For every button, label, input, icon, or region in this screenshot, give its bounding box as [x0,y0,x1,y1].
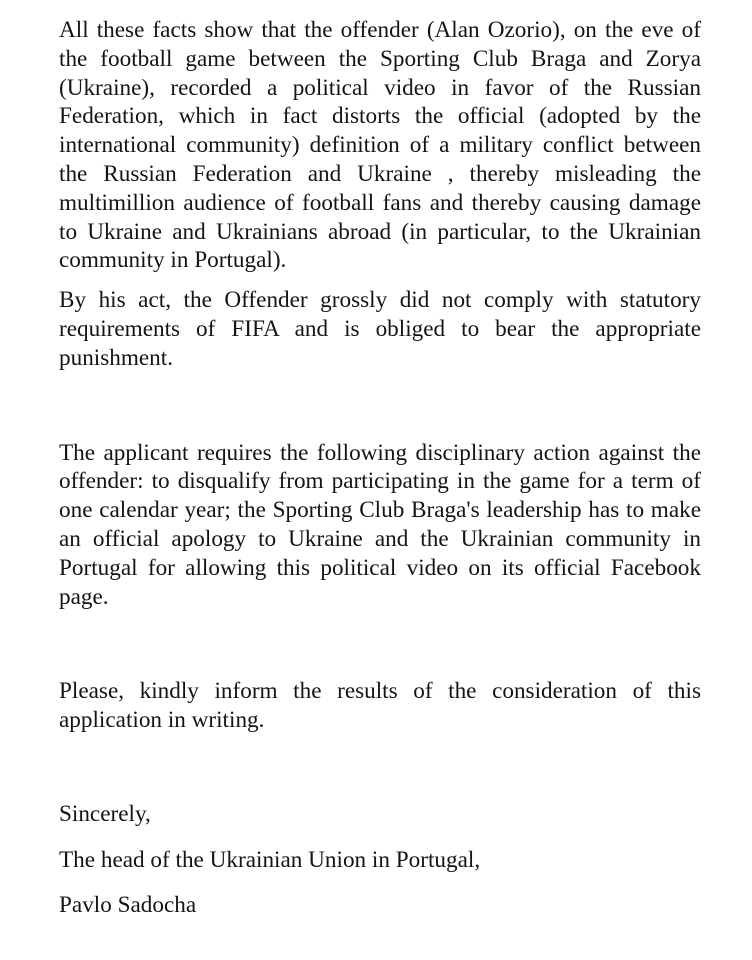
paragraph-facts: All these facts show that the offender (Alan Ozorio), on the eve of the football game between the Sporting Club Braga and Zorya (Ukraine), recorded a political video in favor of the Russian Federation, which in fact distorts the official (adopted by the international community) definition of a military conflict between the Russian Federation and Ukraine , thereby misleading the multimillion audience of football fans and thereby causing damage to Ukraine and Ukrainians abroad (in particular, to the Ukrainian community in Portugal). [59,17,701,274]
signer-name: Pavlo Sadocha [59,891,197,918]
paragraph-requested-action: The applicant requires the following disciplinary action against the offender: to disqualify from participating in the game for a term of one calendar year; the Sporting Club Braga's leadership has to make an official apology to Ukraine and the Ukrainian community in Portugal for allowing this political video on its official Facebook page. [59,439,701,610]
letter-page [59,16,701,919]
signer-title: The head of the Ukrainian Union in Portugal, [59,846,481,873]
paragraph-request-reply: Please, kindly inform the results of the consideration of this application in writing. [59,678,701,734]
closing-salutation: Sincerely, [59,800,151,827]
paragraph-violation: By his act, the Offender grossly did not comply with statutory requirements of FIFA and is obliged to bear the appropriate punishment. [59,287,701,371]
